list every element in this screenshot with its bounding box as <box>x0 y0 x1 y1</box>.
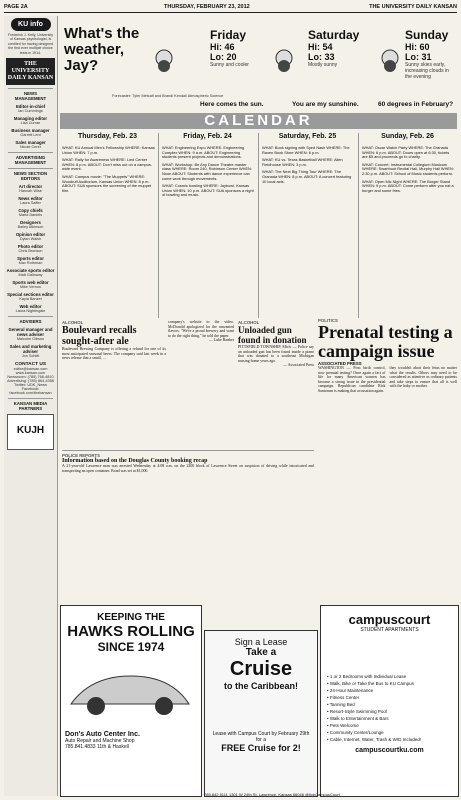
news-management-heading: NEWS MANAGEMENT <box>8 88 53 101</box>
calendar-events: WHAT: KU Annual Men's Fellowship WHERE: Kansas Union WHEN: 7 p.m. WHAT: Rally for Awareness WHERE: Lied Center WHEN: 8 p.m. ABOUT: Don't miss out on a campus-wide event. WHAT: Campus movie: "The Muppets" WHERE: Woodruff Auditorium, Kansas Union WHEN: 8 p.m. ABOUT: SUA sponsors the screening of the muppet film. <box>62 145 155 193</box>
staff-role: Copy chiefs <box>18 208 43 214</box>
weather-question: What's the weather, Jay? <box>64 25 140 74</box>
staff-name: Garrett Lent <box>20 133 41 138</box>
media-partners-heading: KANSAN MEDIA PARTNERS <box>8 398 53 411</box>
staff-name: Dylan Walsh <box>19 237 42 242</box>
calendar-events: WHAT: Oscar Watch Party WHERE: The Granada WHEN: 6 p.m. ABOUT: Doors open at 6:30, tickets are $5 and proceeds go to charity. WHAT: Concert: Instrumental Collegium Musicum WHERE: Swarthout Recital Hall, Murphy Hall WHEN: 2:30 p.m. ABOUT: School of Music students perform. WHAT: Open Mic Night WHERE: The Burger Stand WHEN: 9 p.m. ABOUT: Come perform after you eat a burger and some fries. <box>362 145 454 193</box>
left-sidebar <box>4 16 58 796</box>
contact-heading: CONTACT US <box>14 362 47 368</box>
feature-item: • Pets Welcome <box>327 723 359 728</box>
calendar-events: WHAT: Book signing with Syed Nasir WHERE: The Raven Book Store WHEN: 6 p.m. WHAT: KU vs. Texas Basketball WHERE: Allen Fieldhouse WHEN: 3 p.m. WHAT: The Next Big Thing Tour WHERE: The Granada WHEN: 8 p.m. ABOUT: A concert featuring 10 local acts. <box>262 145 352 184</box>
weather-day: Sunday Hi: 60 Lo: 31 Sunny skies early, increasing clouds in the evening <box>405 28 449 80</box>
cruise-ad[interactable]: Sign a Lease Take a Cruise to the Caribbean! Lease with Campus Court by February 29th for a FREE Cruise for 2! <box>204 630 318 797</box>
staff-role: Associate sports editor <box>6 268 55 274</box>
contact-item: Twitter: UDK_News <box>14 383 47 388</box>
story-prenatal-testing: POLITICS Prenatal testing a campaign issue ASSOCIATED PRESS WASHINGTON — First birth control, now prenatal testing? Once again a fact of life for many American women has become a strong issue in the presidential campaign. Republican candidate Rick Santorum is making that accusation again. they wouldn't abort their fetus no matter what the results. Others may need to be considered as attentive as ordinary patients and take steps to ensure that all is well with the baby or mother. <box>318 318 457 393</box>
campus-court-ad[interactable]: campuscourt STUDENT APARTMENTS • 1 or 2 Bedrooms with Individual Lease • Walk, Bike or Take the Bus to KU Campus • 24-Hour Maintenance • Fitness Center • Tanning Bed • Resort-Style Swimming Pool • Walk to Entertainment & Bars • Pets Welcome • Community Center/Lounge • Cable, Internet, Water, Trash & W/D Included! campuscourtku.com <box>320 605 459 797</box>
feature-item: • Tanning Bed <box>327 702 355 707</box>
feature-item: • 1 or 2 Bedrooms with Individual Lease <box>327 674 407 679</box>
police-reports: POLICE REPORTS Information based on the Douglas County booking recap A 21-year-old Lawrence man was arrested Wednesday at 4:08 a.m. on the 2200 block of Lawrence Street on suspicion of driving while intoxicated and transporting an open container. Bond was set at $1,000. <box>62 450 314 473</box>
jayhawk-sun-icon <box>152 46 176 78</box>
advisers-heading: ADVISERS <box>8 316 53 324</box>
feature-item: • Cable, Internet, Water, Trash & W/D Included! <box>327 737 421 742</box>
feature-item: • Community Center/Lounge <box>327 730 384 735</box>
car-icon <box>61 654 199 724</box>
contact-item: Advertising: (785) 864-4358 <box>7 379 54 384</box>
staff-role: Sales manager <box>15 140 46 146</box>
staff-name: Malcolm Gibson <box>16 337 45 342</box>
staff-name: Jon Schlitt <box>21 354 40 359</box>
staff-role: Designers <box>20 220 41 226</box>
page-number: PAGE 2A <box>4 4 28 10</box>
calendar-title: CALENDAR <box>60 113 457 129</box>
weather-day: Friday Hi: 46 Lo: 20 Sunny and cooler <box>210 28 249 68</box>
staff-role: Sales and marketing adviser <box>9 344 52 355</box>
kujh-logo: KUJH <box>7 414 54 450</box>
staff-name: Max Rothman <box>18 261 43 266</box>
calendar-day: Sunday, Feb. 26 <box>381 133 434 140</box>
masthead: THE UNIVERSITY DAILY KANSAN <box>6 58 55 85</box>
staff-name: Nicole Cerer <box>19 145 42 150</box>
advertising-heading: ADVERTISING MANAGEMENT <box>8 152 53 165</box>
staff-name: Maria Daniels <box>18 213 43 218</box>
calendar-events: WHAT: Engineering Expo WHERE: Engineering Complex WHEN: 9 a.m. ABOUT: Engineering students present projects and demonstrations. WHAT: Workshop: Be Any Dance Theatre master class WHERE: Room 240, Robinson Center WHEN: Noon ABOUT: Students with dance experience can come work through movements. WHAT: Cosmic bowling WHERE: Jaybowl, Kansas Union WHEN: 10 p.m. ABOUT: SUA sponsors a night of bowling and music. <box>162 145 254 198</box>
staff-role: Editor-in-chief <box>15 104 46 110</box>
staff-name: Laura Nightingale <box>15 309 46 314</box>
staff-name: Hannah Wise <box>19 189 42 194</box>
paper-name: THE UNIVERSITY DAILY KANSAN <box>369 4 457 10</box>
kuinfo-blurb: Frederick J. Kelly, University of Kansas psychologist, is credited for having designed the first ever multiple choice tests in 1914. <box>7 33 54 55</box>
weather-taglines: Here comes the sun. You are my sunshine. 60 degrees in February? <box>200 101 454 108</box>
staff-role: Art director <box>18 184 43 190</box>
section-editors-list <box>4 184 57 313</box>
page-header <box>4 4 457 13</box>
contact-list <box>4 367 57 395</box>
staff-role: News editor <box>18 196 43 202</box>
calendar-day: Thursday, Feb. 23 <box>78 133 137 140</box>
feature-item: • Walk, Bike or Take the Bus to KU Campus <box>327 681 414 686</box>
advisers-list <box>4 327 57 358</box>
staff-name: Bailey Atkinson <box>17 225 44 230</box>
calendar-day: Friday, Feb. 24 <box>183 133 232 140</box>
dons-auto-ad[interactable]: KEEPING THE HAWKS ROLLING SINCE 1974 Don's Auto Center Inc. Auto Repair and Machine Shop 785.841.4833 11th & Haskell <box>60 605 202 797</box>
staff-role: Business manager <box>11 128 50 134</box>
contact-item: Newsroom: (785) 766-4810 <box>7 375 54 380</box>
calendar-day: Saturday, Feb. 25 <box>278 133 337 140</box>
contact-item: www.kansan.com <box>15 371 46 376</box>
staff-name: Ian Cummings <box>18 109 43 114</box>
ad-footer: 785.842.5111 1301 W 24th St. Lawrence, Kansas 66046 @liveCampusCourt <box>204 792 340 797</box>
staff-role: Sports editor <box>17 256 44 262</box>
staff-name: Laura Saffer <box>20 201 41 206</box>
story-boulevard-col2: company's website to the video. McDonald apologized for the unwanted flavors. "We're a proud brewery and want to do the right thing," he told the paper. — Luke Ranker <box>168 320 234 343</box>
feature-list <box>321 633 458 743</box>
staff-role: Opinion editor <box>15 232 46 238</box>
staff-role: General manager and news adviser <box>8 327 53 338</box>
section-editors-heading: NEWS SECTION EDITORS <box>8 168 53 181</box>
feature-item: • Walk to Entertainment & Bars <box>327 716 389 721</box>
staff-name: Kayla Banzet <box>19 297 42 302</box>
staff-role: Special sections editor <box>7 292 54 298</box>
feature-item: • Fitness Center <box>327 695 360 700</box>
staff-name: Matt Galloway <box>18 273 43 278</box>
staff-role: Photo editor <box>17 244 44 250</box>
feature-item: • 24-Hour Maintenance <box>327 688 374 693</box>
feature-item: • Resort-Style Swimming Pool <box>327 709 387 714</box>
staff-role: Sports web editor <box>12 280 49 286</box>
staff-name: Chris Bronson <box>18 249 43 254</box>
staff-role: Web editor <box>19 304 42 310</box>
staff-role: Managing editor <box>13 116 48 122</box>
story-unloaded-gun: ALCOHOL Unloaded gun found in donation PITTSFIELD TOWNSHIP, Mich. — Police say an unloaded gun has been found inside a piano that was donated to a southeast Michigan nursing home years ago. — Associated Press <box>238 320 314 368</box>
story-boulevard: ALCOHOL Boulevard recalls sought-after ale Boulevard Brewing Company is offering a refund for one of its most anticipated seasonal beers. The company said last week in a news release that a small, ... <box>62 320 166 361</box>
contact-item: Facebook: facebook.com/thekansan <box>9 387 52 396</box>
weather-day: Saturday Hi: 54 Lo: 33 Mostly sunny <box>308 28 360 68</box>
kuinfo-logo: KU info <box>11 18 51 31</box>
staff-name: Mike Vernon <box>19 285 42 290</box>
contact-item: editor@kansan.com <box>13 367 48 372</box>
weather-credit: Forecaster: Tyler Metcalf and Brandi Kendall Atmospheric Science <box>112 94 224 98</box>
staff-name: Lisa Curran <box>20 121 41 126</box>
issue-date: THURSDAY, FEBRUARY 23, 2012 <box>164 4 250 10</box>
staff-list <box>4 104 57 149</box>
